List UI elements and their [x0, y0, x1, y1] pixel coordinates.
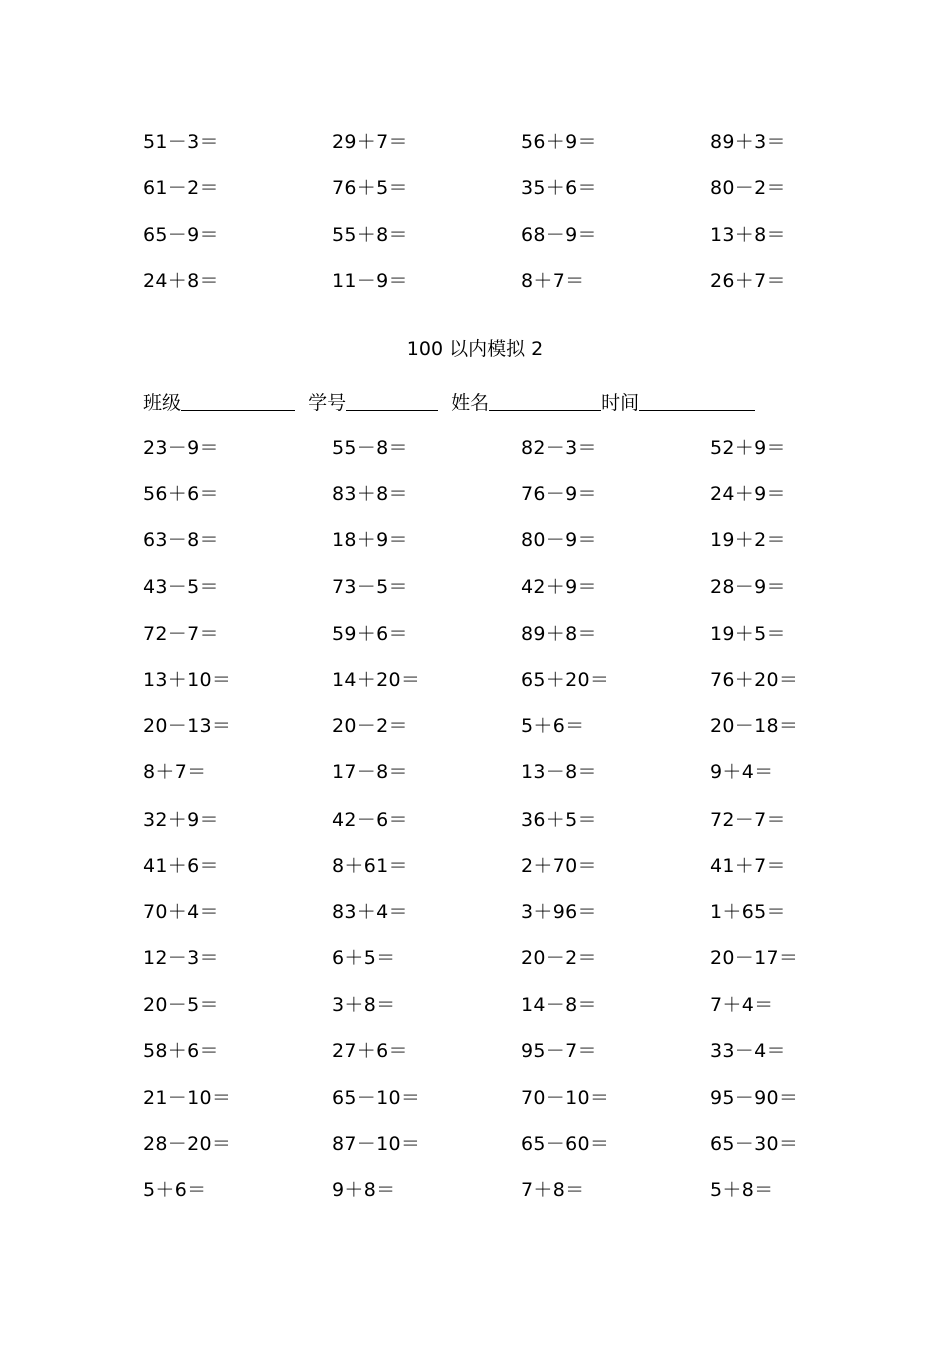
- problem-row: [0, 266, 950, 296]
- math-problem: 72－7＝: [710, 809, 786, 831]
- math-problem: 56＋6＝: [143, 483, 219, 505]
- math-problem: 19＋5＝: [710, 623, 786, 645]
- problem-row: [0, 897, 950, 927]
- math-problem: 63－8＝: [143, 529, 219, 551]
- math-problem: 18＋9＝: [332, 529, 408, 551]
- worksheet-title: 100 以内模拟 2: [406, 338, 544, 360]
- math-problem: 51－3＝: [143, 131, 219, 153]
- time-label: 时间: [601, 392, 640, 414]
- student-number-label: 学号: [308, 392, 347, 414]
- math-problem: 17－8＝: [332, 761, 408, 783]
- math-problem: 43－5＝: [143, 576, 219, 598]
- math-problem: 12－3＝: [143, 947, 219, 969]
- math-problem: 20－13＝: [143, 715, 232, 737]
- math-problem: 65－30＝: [710, 1133, 799, 1155]
- problem-row: [0, 479, 950, 509]
- math-problem: 3＋96＝: [521, 901, 597, 923]
- math-problem: 20－17＝: [710, 947, 799, 969]
- math-problem: 89＋8＝: [521, 623, 597, 645]
- math-problem: 59＋6＝: [332, 623, 408, 645]
- problem-row: [0, 1083, 950, 1113]
- math-problem: 72－7＝: [143, 623, 219, 645]
- math-problem: 2＋70＝: [521, 855, 597, 877]
- problem-row: [0, 990, 950, 1020]
- math-problem: 36＋5＝: [521, 809, 597, 831]
- math-problem: 82－3＝: [521, 437, 597, 459]
- math-problem: 87－10＝: [332, 1133, 421, 1155]
- math-problem: 7＋4＝: [710, 994, 774, 1016]
- problem-row: [0, 1175, 950, 1205]
- math-problem: 65＋20＝: [521, 669, 610, 691]
- math-problem: 95－7＝: [521, 1040, 597, 1062]
- math-problem: 70－10＝: [521, 1087, 610, 1109]
- problem-row: [0, 1036, 950, 1066]
- math-problem: 68－9＝: [521, 224, 597, 246]
- math-problem: 55－8＝: [332, 437, 408, 459]
- math-problem: 13＋10＝: [143, 669, 232, 691]
- problem-row: [0, 943, 950, 973]
- math-problem: 24＋8＝: [143, 270, 219, 292]
- math-problem: 83＋4＝: [332, 901, 408, 923]
- problem-row: [0, 851, 950, 881]
- math-problem: 13＋8＝: [710, 224, 786, 246]
- math-problem: 95－90＝: [710, 1087, 799, 1109]
- math-problem: 26＋7＝: [710, 270, 786, 292]
- math-problem: 41＋6＝: [143, 855, 219, 877]
- math-problem: 42－6＝: [332, 809, 408, 831]
- problem-row: [0, 220, 950, 250]
- math-problem: 80－2＝: [710, 177, 786, 199]
- math-problem: 14＋20＝: [332, 669, 421, 691]
- math-problem: 65－60＝: [521, 1133, 610, 1155]
- problem-row: [0, 433, 950, 463]
- math-problem: 8＋7＝: [521, 270, 585, 292]
- math-problem: 20－2＝: [521, 947, 597, 969]
- student-info-line: [143, 388, 755, 418]
- math-problem: 5＋6＝: [143, 1179, 207, 1201]
- math-problem: 20－2＝: [332, 715, 408, 737]
- math-problem: 80－9＝: [521, 529, 597, 551]
- math-problem: 9＋4＝: [710, 761, 774, 783]
- math-problem: 76－9＝: [521, 483, 597, 505]
- math-problem: 20－18＝: [710, 715, 799, 737]
- math-problem: 65－10＝: [332, 1087, 421, 1109]
- math-problem: 55＋8＝: [332, 224, 408, 246]
- math-problem: 35＋6＝: [521, 177, 597, 199]
- math-problem: 42＋9＝: [521, 576, 597, 598]
- math-problem: 3＋8＝: [332, 994, 396, 1016]
- math-problem: 24＋9＝: [710, 483, 786, 505]
- problem-row: [0, 757, 950, 787]
- math-problem: 41＋7＝: [710, 855, 786, 877]
- math-problem: 33－4＝: [710, 1040, 786, 1062]
- math-problem: 58＋6＝: [143, 1040, 219, 1062]
- math-problem: 1＋65＝: [710, 901, 786, 923]
- math-problem: 65－9＝: [143, 224, 219, 246]
- math-problem: 73－5＝: [332, 576, 408, 598]
- math-problem: 83＋8＝: [332, 483, 408, 505]
- problem-row: [0, 665, 950, 695]
- math-problem: 23－9＝: [143, 437, 219, 459]
- problem-row: [0, 711, 950, 741]
- math-problem: 56＋9＝: [521, 131, 597, 153]
- class-blank: [181, 388, 295, 411]
- name-blank: [489, 388, 601, 411]
- class-label: 班级: [143, 392, 182, 414]
- math-problem: 6＋5＝: [332, 947, 396, 969]
- math-problem: 28－20＝: [143, 1133, 232, 1155]
- problem-row: [0, 173, 950, 203]
- math-problem: 8＋61＝: [332, 855, 408, 877]
- problem-row: [0, 805, 950, 835]
- math-problem: 27＋6＝: [332, 1040, 408, 1062]
- math-problem: 5＋8＝: [710, 1179, 774, 1201]
- math-problem: 14－8＝: [521, 994, 597, 1016]
- math-problem: 29＋7＝: [332, 131, 408, 153]
- math-problem: 11－9＝: [332, 270, 408, 292]
- math-problem: 28－9＝: [710, 576, 786, 598]
- time-blank: [639, 388, 755, 411]
- problem-row: [0, 572, 950, 602]
- math-problem: 20－5＝: [143, 994, 219, 1016]
- math-problem: 13－8＝: [521, 761, 597, 783]
- math-problem: 61－2＝: [143, 177, 219, 199]
- problem-row: [0, 127, 950, 157]
- math-problem: 9＋8＝: [332, 1179, 396, 1201]
- math-problem: 8＋7＝: [143, 761, 207, 783]
- math-problem: 32＋9＝: [143, 809, 219, 831]
- math-problem: 76＋5＝: [332, 177, 408, 199]
- math-problem: 89＋3＝: [710, 131, 786, 153]
- math-problem: 52＋9＝: [710, 437, 786, 459]
- math-problem: 5＋6＝: [521, 715, 585, 737]
- math-problem: 70＋4＝: [143, 901, 219, 923]
- student-number-blank: [346, 388, 438, 411]
- math-problem: 21－10＝: [143, 1087, 232, 1109]
- math-problem: 7＋8＝: [521, 1179, 585, 1201]
- problem-row: [0, 619, 950, 649]
- math-problem: 76＋20＝: [710, 669, 799, 691]
- problem-row: [0, 525, 950, 555]
- name-label: 姓名: [451, 392, 490, 414]
- problem-row: [0, 1129, 950, 1159]
- math-problem: 19＋2＝: [710, 529, 786, 551]
